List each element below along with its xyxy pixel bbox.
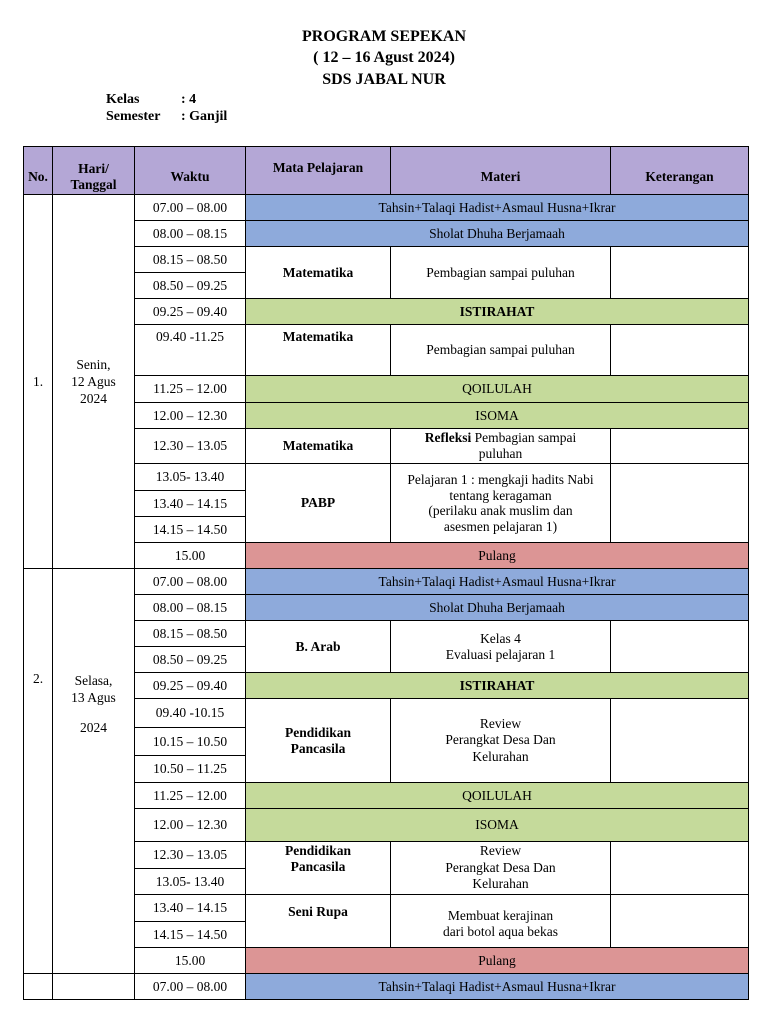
day1-year: 2024 [80,391,107,406]
time-cell: 09.40 -10.15 [135,699,246,728]
time-cell: 08.00 – 08.15 [135,595,246,621]
time-cell: 13.05- 13.40 [135,869,246,895]
time-cell: 12.30 – 13.05 [135,429,246,464]
subject-text: Pendidikan [284,724,352,740]
subject-text: Pancasila [290,859,346,874]
time-cell: 08.15 – 08.50 [135,621,246,647]
col-header-materi: Materi [391,147,611,195]
time-cell: 08.00 – 08.15 [135,221,246,247]
col-header-waktu: Waktu [135,147,246,195]
day2-date-cell [53,569,135,974]
time-cell: 12.00 – 12.30 [135,809,246,842]
subject-cell: PABP [246,464,391,543]
material-cell: Pembagian sampai puluhan [391,247,611,299]
table-row [24,569,749,595]
day3-date-cell [53,974,135,1000]
subject-text: Pendidikan [284,843,352,858]
material-text: puluhan [478,446,523,461]
dhuha-cell: Sholat Dhuha Berjamaah [246,595,749,621]
material-text: Membuat kerajinan [447,908,554,923]
day3-number [24,974,53,1000]
material-text: Review [479,715,522,731]
time-cell: 15.00 [135,543,246,569]
isoma-cell: ISOMA [246,809,749,842]
qoilulah-cell: QOILULAH [246,376,749,403]
material-cell [391,895,611,948]
material-cell [391,842,611,895]
material-text: Evaluasi pelajaran 1 [445,646,556,662]
day1-day: Senin, [76,357,111,372]
day2-number: 2. [24,569,53,974]
time-cell: 07.00 – 08.00 [135,195,246,221]
material-text: Kelurahan [472,748,529,764]
material-text: asesmen pelajaran 1) [443,518,558,534]
material-cell: Pembagian sampai puluhan [391,325,611,376]
time-cell: 07.00 – 08.00 [135,974,246,1000]
subject-cell: Matematika [246,247,391,299]
time-cell: 13.05- 13.40 [135,464,246,491]
time-cell: 08.15 – 08.50 [135,247,246,273]
time-cell: 09.25 – 09.40 [135,673,246,699]
time-cell: 14.15 – 14.50 [135,517,246,543]
pulang-cell: Pulang [246,543,749,569]
istirahat-cell: ISTIRAHAT [246,299,749,325]
table-header-row [24,147,749,195]
day2-day: Selasa, [74,673,113,688]
table-row [24,974,749,1000]
material-cell [391,699,611,783]
notes-cell [611,464,749,543]
time-cell: 09.25 – 09.40 [135,299,246,325]
subject-text: Pancasila [290,740,346,756]
day1-date-cell [53,195,135,569]
pulang-cell: Pulang [246,948,749,974]
istirahat-cell: ISTIRAHAT [246,673,749,699]
day1-number: 1. [24,195,53,569]
time-cell: 10.50 – 11.25 [135,756,246,783]
col-header-hari-line2: Tanggal [70,177,117,192]
material-text: Perangkat Desa Dan [445,859,556,875]
time-cell: 12.00 – 12.30 [135,403,246,429]
time-cell: 11.25 – 12.00 [135,783,246,809]
notes-cell [611,429,749,464]
time-cell: 10.15 – 10.50 [135,728,246,756]
time-cell: 11.25 – 12.00 [135,376,246,403]
col-header-keterangan: Keterangan [611,147,749,195]
school-name: SDS JABAL NUR [322,71,446,88]
material-text: dari botol aqua bekas [442,924,559,939]
table-row [24,195,749,221]
subject-cell: Matematika [246,429,391,464]
material-cell [391,429,611,464]
col-header-no: No. [24,147,53,195]
qoilulah-cell: QOILULAH [246,783,749,809]
material-text: Perangkat Desa Dan [445,732,556,748]
schedule-table [23,146,749,1000]
material-text: Kelas 4 [480,630,521,646]
period-subtitle: ( 12 – 16 Agust 2024) [313,49,455,66]
time-cell: 08.50 – 09.25 [135,273,246,299]
material-bold: Refleksi [424,430,472,445]
kelas-label: Kelas [106,92,140,107]
time-cell: 12.30 – 13.05 [135,842,246,869]
notes-cell [611,621,749,673]
material-text: Kelurahan [472,876,529,891]
dhuha-cell: Sholat Dhuha Berjamaah [246,221,749,247]
time-cell: 08.50 – 09.25 [135,647,246,673]
kelas-info [106,91,196,108]
page-title: PROGRAM SEPEKAN [302,28,466,45]
subject-cell [246,699,391,783]
col-header-mapel: Mata Pelajaran [246,147,391,195]
subject-cell: Seni Rupa [246,895,391,948]
notes-cell [611,247,749,299]
day2-year: 2024 [80,720,107,735]
tahsin-cell: Tahsin+Talaqi Hadist+Asmaul Husna+Ikrar [246,974,749,1000]
material-cell [391,621,611,673]
time-cell: 13.40 – 14.15 [135,895,246,922]
material-text: (perilaku anak muslim dan [428,503,573,518]
tahsin-cell: Tahsin+Talaqi Hadist+Asmaul Husna+Ikrar [246,569,749,595]
kelas-value: : 4 [181,92,197,107]
semester-value: : Ganjil [181,109,228,124]
tahsin-cell: Tahsin+Talaqi Hadist+Asmaul Husna+Ikrar [246,195,749,221]
semester-info [106,108,227,125]
material-text: tentang keragaman [449,487,552,503]
col-header-hari [53,147,135,195]
col-header-hari-line1: Hari/ [78,161,109,176]
time-cell: 07.00 – 08.00 [135,569,246,595]
material-text: Review [479,843,522,858]
material-text: Pelajaran 1 : mengkaji hadits Nabi [407,472,594,487]
subject-cell: Matematika [246,325,391,376]
notes-cell [611,325,749,376]
notes-cell [611,842,749,895]
material-cell [391,464,611,543]
notes-cell [611,699,749,783]
day2-date: 13 Agus [71,690,116,705]
notes-cell [611,895,749,948]
subject-cell [246,842,391,895]
isoma-cell: ISOMA [246,403,749,429]
time-cell: 09.40 -11.25 [135,325,246,376]
time-cell: 15.00 [135,948,246,974]
day1-date: 12 Agus [71,374,116,389]
semester-label: Semester [106,109,161,124]
time-cell: 14.15 – 14.50 [135,922,246,948]
subject-cell: B. Arab [246,621,391,673]
time-cell: 13.40 – 14.15 [135,491,246,517]
material-text: Pembagian sampai [471,430,577,445]
